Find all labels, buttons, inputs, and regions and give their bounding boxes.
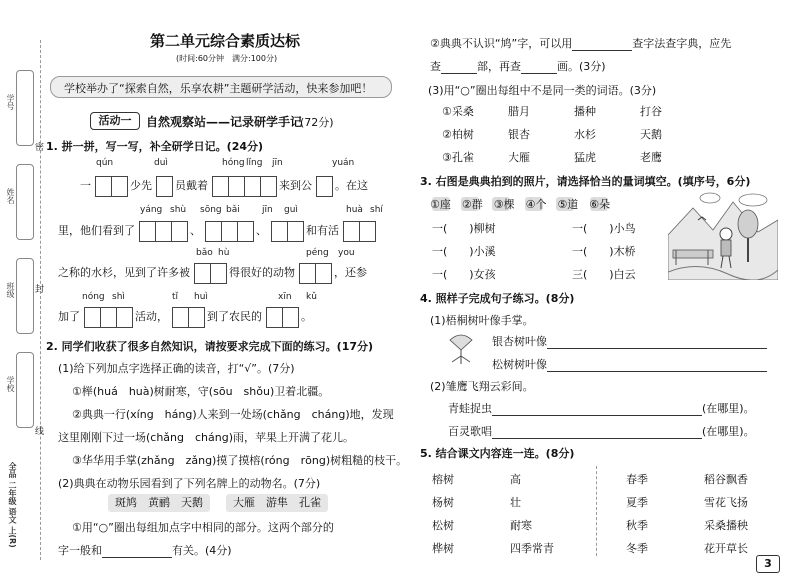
q1-text: 少先 xyxy=(130,179,152,192)
name-box[interactable] xyxy=(16,164,34,240)
group-row xyxy=(442,149,662,165)
answer-blank[interactable] xyxy=(102,545,172,558)
q1-text: 。在这 xyxy=(335,179,368,192)
q4-sub2: (2)雏鹰飞翔云彩间。 xyxy=(430,380,534,393)
q1-text: 之称的水杉，见到了许多被 xyxy=(58,266,190,279)
pinyin: sōng xyxy=(200,205,222,215)
q5-heading: 5. 结合课文内容连一连。(8分) xyxy=(420,447,575,460)
answer-box[interactable] xyxy=(228,176,245,197)
activity-tag: 活动一 xyxy=(90,112,140,130)
pinyin: bǎo xyxy=(196,248,213,258)
page-number: 3 xyxy=(756,555,780,573)
leaf-icon xyxy=(446,328,476,368)
book-logo: 全品 二年级 语文 上(R) xyxy=(8,462,17,548)
answer-box[interactable] xyxy=(84,307,101,328)
r2-text: 画。(3分) xyxy=(557,60,606,73)
name-label: 姓名 xyxy=(6,188,15,204)
match-item[interactable]: 四季常青 xyxy=(510,542,554,555)
q4-ginkgo xyxy=(492,333,767,349)
answer-box[interactable] xyxy=(282,307,299,328)
q5-col2 xyxy=(510,468,554,560)
school-box[interactable] xyxy=(16,352,34,428)
answer-box[interactable] xyxy=(244,176,261,197)
word[interactable]: 水杉 xyxy=(574,128,596,141)
match-item[interactable]: 夏季 xyxy=(626,496,648,509)
match-item[interactable]: 榕树 xyxy=(432,473,454,486)
pinyin: kǔ xyxy=(306,292,317,302)
student-number-label: 学号 xyxy=(6,94,15,110)
group-row xyxy=(442,126,662,142)
match-item[interactable]: 雪花飞扬 xyxy=(704,496,748,509)
measure-item[interactable]: 一( )小鸟 xyxy=(572,222,636,235)
seal-char-mi: 密 xyxy=(35,143,45,153)
q3-classify: (3)用“○”圈出每组中不是同一类的词语。(3分) xyxy=(428,84,657,97)
word[interactable]: 打谷 xyxy=(640,105,662,118)
intro-banner-text: 学校举办了“探索自然，乐享农耕”主题研学活动，快来参加吧！ xyxy=(64,82,373,95)
measure-item[interactable]: 一( )木桥 xyxy=(572,245,636,258)
measure-item[interactable]: 一( )女孩 xyxy=(432,268,496,281)
q1-text: 、 xyxy=(190,224,201,237)
answer-box[interactable] xyxy=(172,307,189,328)
q1-text: 里，他们看到了 xyxy=(58,224,135,237)
class-box[interactable] xyxy=(16,258,34,334)
answer-box[interactable] xyxy=(155,221,172,242)
answer-box[interactable] xyxy=(111,176,128,197)
word[interactable]: ③孔雀 xyxy=(442,151,474,164)
answer-box[interactable] xyxy=(260,176,277,197)
answer-blank[interactable] xyxy=(547,359,767,372)
pinyin: lǐng xyxy=(246,158,263,168)
school-label: 学校 xyxy=(6,376,15,392)
measure-item[interactable]: 三( )白云 xyxy=(572,268,636,281)
pinyin: you xyxy=(338,248,355,258)
measure-row xyxy=(432,243,636,259)
pinyin: jīn xyxy=(262,205,273,215)
answer-blank[interactable] xyxy=(441,61,477,74)
q4-text: 银杏树叶像 xyxy=(492,335,547,348)
q5-col4 xyxy=(704,468,748,560)
seal-char-feng: 封 xyxy=(35,285,45,295)
word[interactable]: 银杏 xyxy=(508,128,530,141)
match-item[interactable]: 春季 xyxy=(626,473,648,486)
answer-box[interactable] xyxy=(116,307,133,328)
q4-pine xyxy=(492,356,767,372)
pinyin: tǐ xyxy=(172,292,179,302)
pinyin: qún xyxy=(96,158,114,168)
answer-blank[interactable] xyxy=(547,336,767,349)
q1-text: 来到公 xyxy=(279,179,312,192)
q2-line2: ②典典一行(xíng háng)人来到一处场(chǎng cháng)地，发现 xyxy=(72,408,394,421)
q1-text: 到了农民的 xyxy=(207,310,262,323)
page-subtitle: (时间:60分钟 满分:100分) xyxy=(176,54,278,63)
park-scene-illustration xyxy=(668,190,778,280)
r1 xyxy=(430,35,731,51)
answer-box[interactable] xyxy=(316,176,333,197)
word[interactable]: ②柏树 xyxy=(442,128,474,141)
q2-sub2: (2)典典在动物乐园看到了下列名牌上的动物名。(7分) xyxy=(58,477,321,490)
pinyin: jīn xyxy=(272,158,283,168)
measure-item[interactable]: 一( )小溪 xyxy=(432,245,496,258)
word[interactable]: 猛虎 xyxy=(574,151,596,164)
q2-line3: 这里刚刚下过一场(chǎng cháng)雨，苹果上开满了花儿。 xyxy=(58,431,355,444)
q1-text: 加了 xyxy=(58,310,80,323)
match-item[interactable]: 松树 xyxy=(432,519,454,532)
q4-text: 青蛙捉虫 xyxy=(448,402,492,415)
q5-col3 xyxy=(626,468,648,560)
match-item[interactable]: 采桑播秧 xyxy=(704,519,748,532)
match-item[interactable]: 高 xyxy=(510,473,521,486)
student-number-box[interactable] xyxy=(16,70,34,146)
class-label: 班级 xyxy=(6,282,15,298)
q1-text: 。 xyxy=(301,310,312,323)
answer-box[interactable] xyxy=(194,263,211,284)
animal-words-2: 大雁 游隼 孔雀 xyxy=(226,494,328,512)
q4-text: 松树树叶像 xyxy=(492,358,547,371)
q1-text: 和有活 xyxy=(306,224,339,237)
pinyin: péng xyxy=(306,248,329,258)
match-item[interactable]: 桦树 xyxy=(432,542,454,555)
answer-box[interactable] xyxy=(237,221,254,242)
seal-char-xian: 线 xyxy=(35,427,45,437)
answer-blank[interactable] xyxy=(521,61,557,74)
answer-box[interactable] xyxy=(343,221,360,242)
q1-row4 xyxy=(58,306,312,328)
q4-where: (在哪里)。 xyxy=(702,425,755,438)
activity-score: (72分) xyxy=(300,116,334,129)
answer-box[interactable] xyxy=(221,221,238,242)
q2-s1: ①用“○”圈出每组加点字中相同的部分。这两个部分的 xyxy=(72,521,334,534)
pinyin: bǎi xyxy=(226,205,240,215)
word[interactable]: 天鹅 xyxy=(640,128,662,141)
r1-text: ②典典不认识“鸠”字，可以用 xyxy=(430,37,573,50)
q2-s2 xyxy=(58,542,232,558)
q4-text: 百灵歌唱 xyxy=(448,425,492,438)
answer-box[interactable] xyxy=(299,263,316,284)
pinyin: huì xyxy=(194,292,208,302)
pinyin: guì xyxy=(284,205,298,215)
r2 xyxy=(430,58,606,74)
activity-title: 自然观察站——记录研学手记 xyxy=(146,115,303,129)
q5-divider xyxy=(596,466,597,556)
pinyin: yáng xyxy=(140,205,163,215)
answer-box[interactable] xyxy=(156,176,173,197)
seal-line xyxy=(40,40,41,560)
answer-box[interactable] xyxy=(95,176,112,197)
pinyin: nóng xyxy=(82,292,105,302)
pinyin: hù xyxy=(218,248,230,258)
q1-text: 得很好的动物 xyxy=(229,266,295,279)
word[interactable]: 老鹰 xyxy=(640,151,662,164)
answer-box[interactable] xyxy=(139,221,156,242)
q2-sub1: (1)给下列加点字选择正确的读音，打“√”。(7分) xyxy=(58,362,295,375)
q2-s2-text: 字一般和 xyxy=(58,544,102,557)
answer-box[interactable] xyxy=(315,263,332,284)
pinyin: yuán xyxy=(332,158,355,168)
q4-where: (在哪里)。 xyxy=(702,402,755,415)
q1-text: 、 xyxy=(256,224,267,237)
measure-row xyxy=(432,220,652,236)
pinyin: shù xyxy=(170,205,187,215)
match-item[interactable]: 耐寒 xyxy=(510,519,532,532)
q2-line1: ①榉(huá huà)树耐寒，守(sōu shǒu)卫着北疆。 xyxy=(72,385,330,398)
answer-box[interactable] xyxy=(210,263,227,284)
match-item[interactable]: 秋季 xyxy=(626,519,648,532)
match-item[interactable]: 稻谷飘香 xyxy=(704,473,748,486)
pinyin: xīn xyxy=(278,292,292,302)
q1-row1 xyxy=(80,175,368,197)
page-title: 第二单元综合素质达标 xyxy=(150,32,301,50)
measure-words: ①座 ②群 ③棵 ④个 ⑤道 ⑥朵 xyxy=(430,198,611,211)
word[interactable]: 腊月 xyxy=(508,105,530,118)
pinyin: shí xyxy=(370,205,383,215)
q1-row3 xyxy=(58,262,367,284)
group-row xyxy=(442,103,702,119)
match-item[interactable]: 花开草长 xyxy=(704,542,748,555)
r1-text: 查字法查字典，应先 xyxy=(632,37,732,50)
q1-text: 活动， xyxy=(135,310,168,323)
answer-box[interactable] xyxy=(212,176,229,197)
answer-box[interactable] xyxy=(171,221,188,242)
answer-box[interactable] xyxy=(100,307,117,328)
q2-line4: ③华华用手掌(zhǎng zǎng)摸了摸榕(róng rōng)树粗糙的枝干。 xyxy=(72,454,408,467)
word[interactable]: 大雁 xyxy=(508,151,530,164)
q2-heading: 2. 同学们收获了很多自然知识，请按要求完成下面的练习。(17分) xyxy=(46,340,374,353)
answer-box[interactable] xyxy=(287,221,304,242)
answer-box[interactable] xyxy=(271,221,288,242)
q4-lark xyxy=(448,423,755,439)
match-item[interactable]: 冬季 xyxy=(626,542,648,555)
q5-col1 xyxy=(432,468,454,560)
word[interactable]: 播种 xyxy=(574,105,596,118)
q4-sub1: (1)梧桐树叶像手掌。 xyxy=(430,314,534,327)
animal-words-1: 斑鸠 黄鹂 天鹅 xyxy=(108,494,210,512)
measure-row xyxy=(432,266,636,282)
answer-blank[interactable] xyxy=(572,38,632,51)
q1-text: ，还参 xyxy=(334,266,367,279)
answer-box[interactable] xyxy=(188,307,205,328)
q4-heading: 4. 照样子完成句子练习。(8分) xyxy=(420,292,575,305)
r2-text: 部，再查 xyxy=(477,60,521,73)
q1-heading: 1. 拼一拼，写一写，补全研学日记。(24分) xyxy=(46,140,264,153)
pinyin: duì xyxy=(154,158,168,168)
r2-text: 查 xyxy=(430,60,441,73)
answer-blank[interactable] xyxy=(492,426,702,439)
answer-box[interactable] xyxy=(266,307,283,328)
match-item[interactable]: 壮 xyxy=(510,496,521,509)
measure-item[interactable]: 一( )柳树 xyxy=(432,222,496,235)
answer-blank[interactable] xyxy=(492,403,702,416)
q4-frog xyxy=(448,400,755,416)
q2-s2-text: 有关。(4分) xyxy=(172,544,232,557)
q1-text: 一 xyxy=(80,179,91,192)
answer-box[interactable] xyxy=(359,221,376,242)
q1-row2 xyxy=(58,220,375,242)
binding-strip xyxy=(0,0,36,588)
word[interactable]: ①采桑 xyxy=(442,105,474,118)
pinyin: hóng xyxy=(222,158,245,168)
pinyin: huà xyxy=(346,205,363,215)
match-item[interactable]: 杨树 xyxy=(432,496,454,509)
q3-heading: 3. 右图是典典拍到的照片，请选择恰当的量词填空。(填序号，6分) xyxy=(420,175,751,188)
answer-box[interactable] xyxy=(205,221,222,242)
q1-text: 员戴着 xyxy=(175,179,208,192)
pinyin: shì xyxy=(112,292,125,302)
